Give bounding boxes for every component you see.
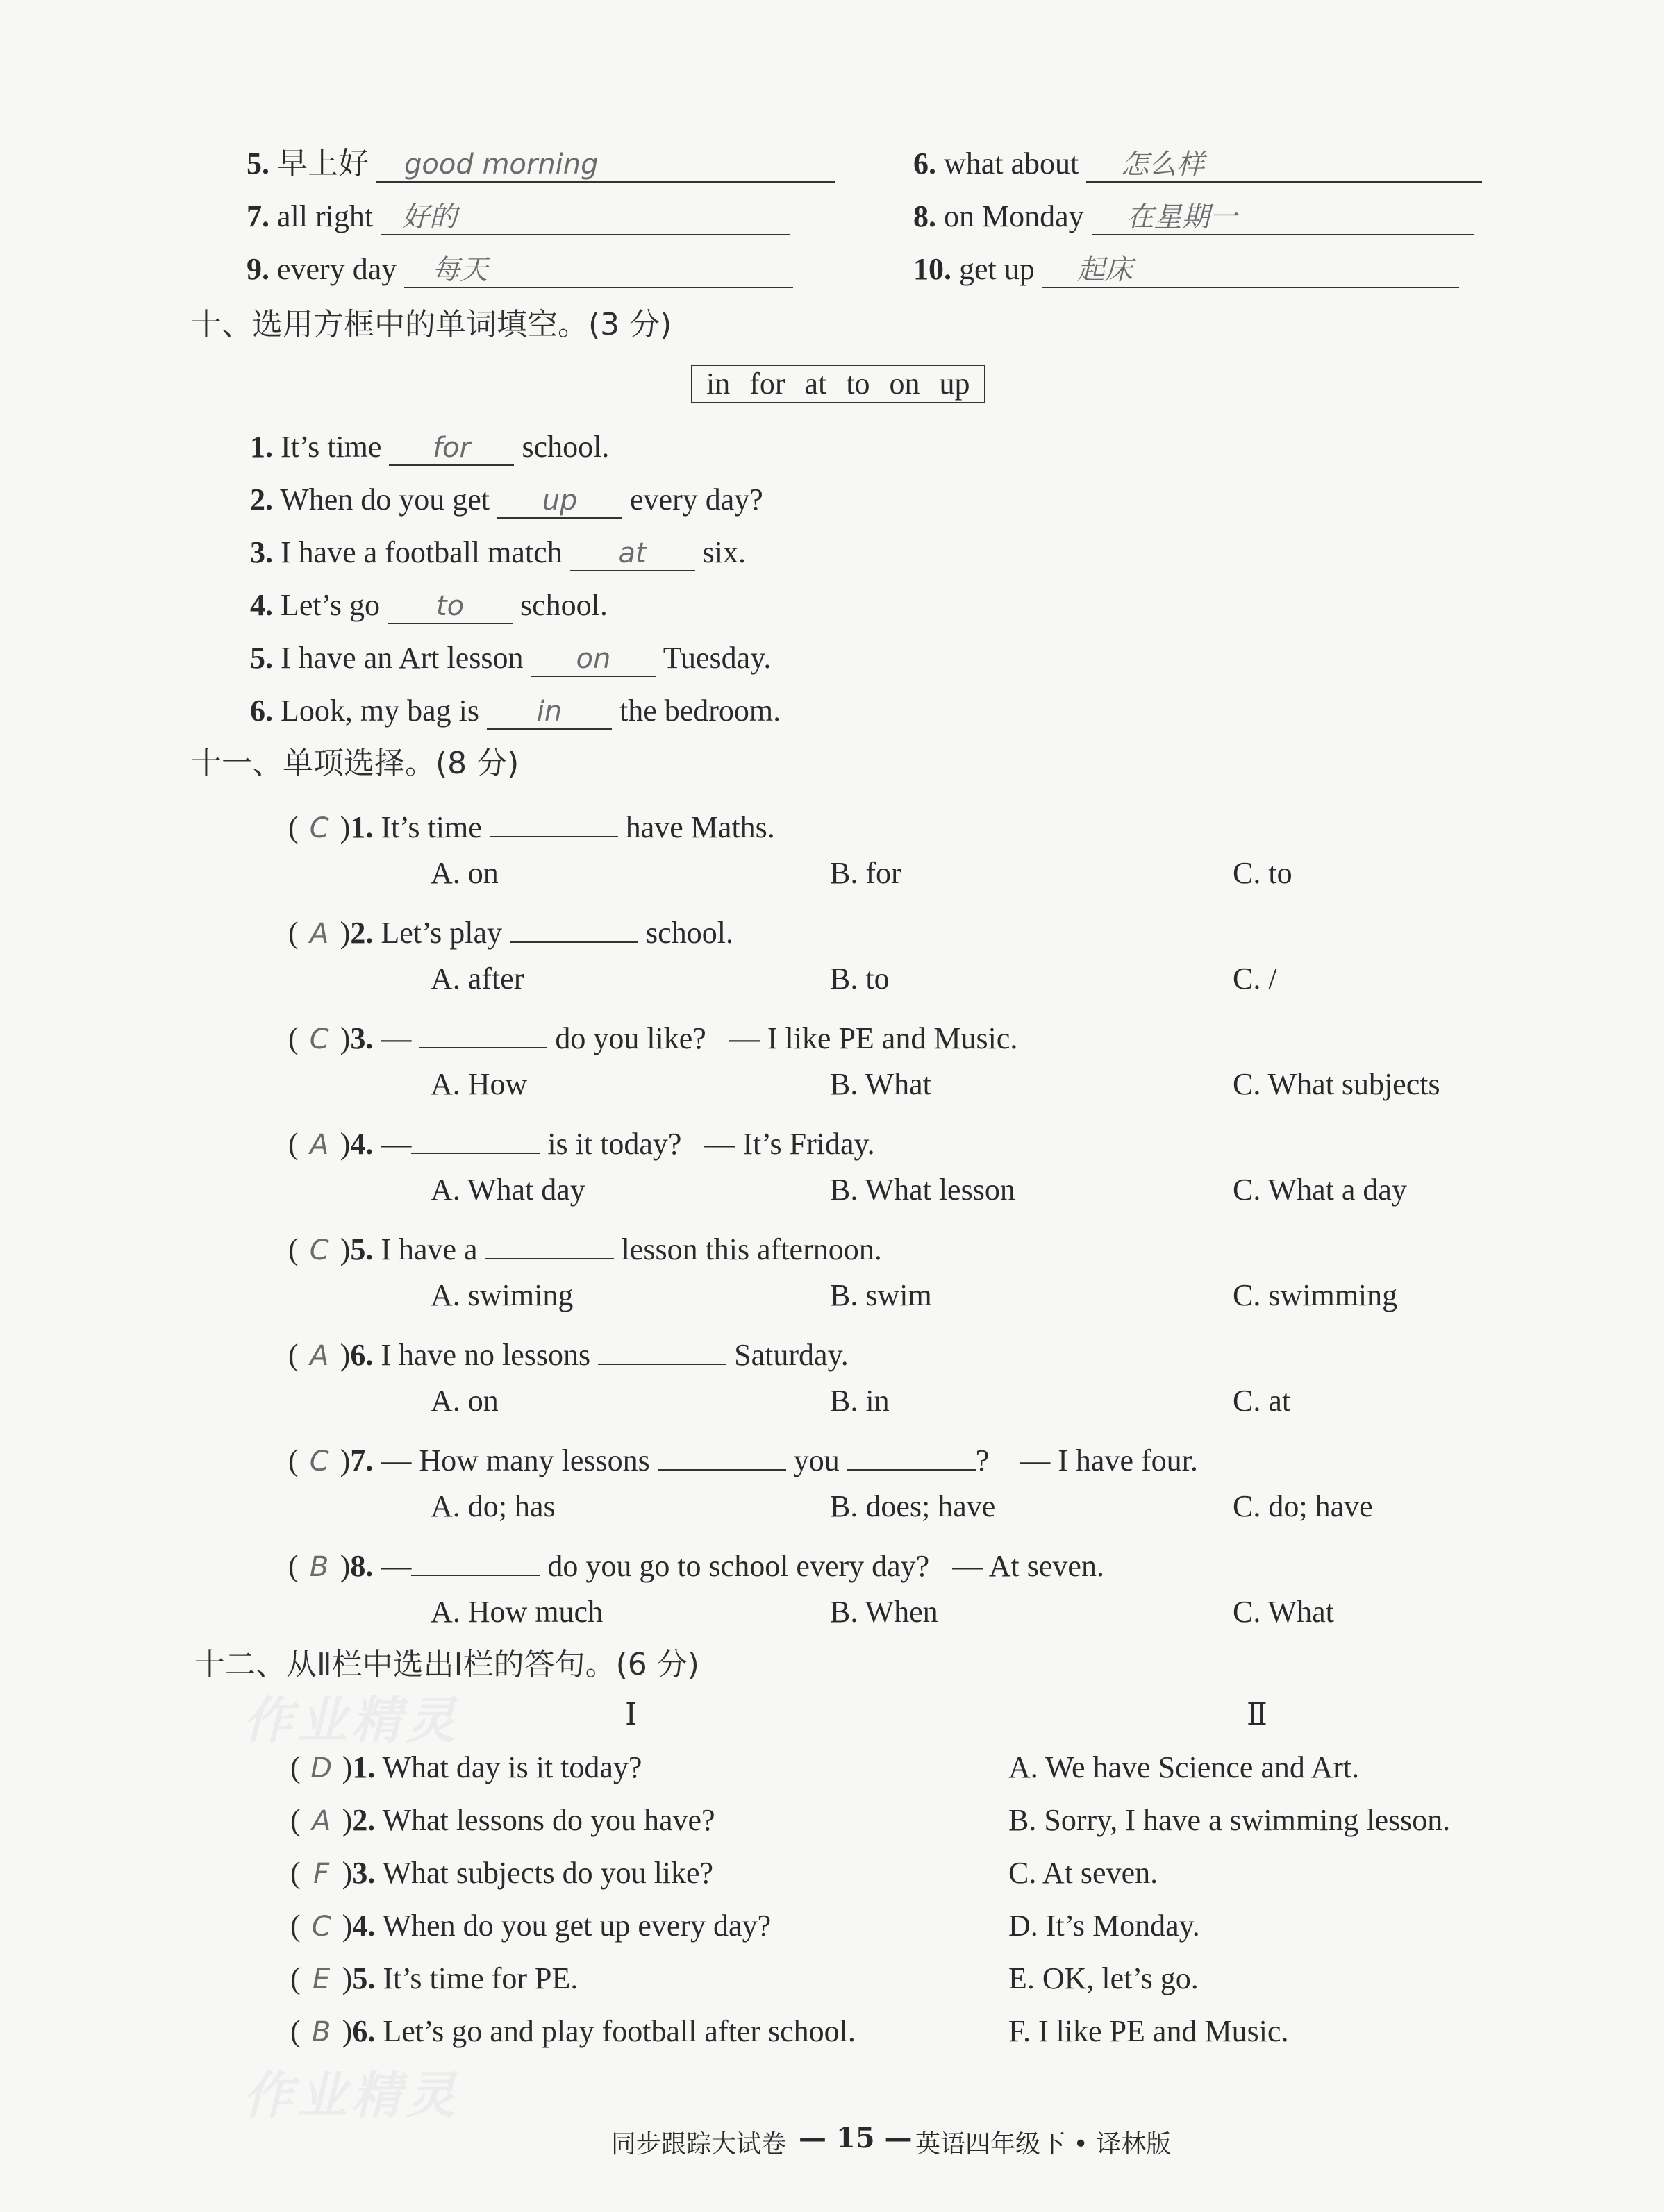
question-text: —	[381, 1127, 412, 1161]
item-number: 5.	[250, 641, 273, 675]
mc-option-a: A. How much	[431, 1595, 604, 1629]
item-text: six.	[702, 535, 746, 569]
item-number: 9.	[247, 252, 269, 286]
section-10-title: 十、选用方框中的单词填空。(3 分)	[191, 307, 672, 342]
item-number: 10.	[913, 252, 951, 286]
question-blank	[411, 1540, 540, 1576]
answer-letter[interactable]: A	[309, 1129, 329, 1161]
mc-option-c: C. What	[1233, 1595, 1334, 1629]
answer-blank[interactable]	[381, 199, 790, 235]
match-left-2: ( A )2. What lessons do you have?	[290, 1801, 715, 1841]
handwritten-answer: at	[618, 537, 647, 569]
section-12-title: 十二、从Ⅱ栏中选出Ⅰ栏的答句。(6 分)	[194, 1647, 699, 1682]
match-right-f: F. I like PE and Music.	[1008, 2014, 1289, 2048]
column-1-header: Ⅰ	[625, 1698, 638, 1732]
question-text: do you like?	[555, 1021, 706, 1055]
answer-letter[interactable]: C	[309, 812, 329, 844]
mc-option-b: B. in	[830, 1384, 890, 1418]
watermark: 作业精灵	[243, 1691, 460, 1750]
item-text: school.	[522, 430, 610, 464]
page-number: — 15 —	[799, 2122, 913, 2154]
answer-letter[interactable]: C	[309, 1234, 329, 1266]
question-text: do you go to school every day?	[547, 1549, 930, 1583]
handwritten-answer: 每天	[432, 254, 488, 286]
match-left-3: ( F )3. What subjects do you like?	[290, 1854, 713, 1893]
item-number: 5.	[247, 146, 269, 181]
handwritten-answer: on	[576, 643, 611, 675]
item-number: 6.	[350, 1338, 374, 1372]
item-text: I have a football match	[281, 535, 563, 569]
word-box-item: on	[889, 367, 920, 401]
handwritten-answer: 好的	[401, 201, 458, 233]
top-item-5	[247, 144, 835, 183]
item-text: When do you get	[280, 483, 490, 517]
question-text: Saturday.	[734, 1338, 849, 1372]
word-box-item: for	[749, 367, 785, 401]
answer-blank[interactable]	[1086, 146, 1482, 183]
mc-option-c: C. /	[1233, 962, 1277, 996]
question-blank	[485, 1223, 614, 1259]
handwritten-answer: good morning	[404, 149, 599, 181]
section-11-title: 十一、单项选择。(8 分)	[191, 746, 519, 781]
match-right-c: C. At seven.	[1008, 1856, 1158, 1890]
answer-letter[interactable]: C	[309, 1446, 329, 1477]
item-number: 7.	[247, 199, 269, 233]
question-text: I have a	[381, 1232, 478, 1266]
question-text: ? — I have four.	[975, 1443, 1198, 1477]
answer-letter[interactable]: B	[309, 1551, 329, 1583]
handwritten-answer: in	[536, 696, 563, 728]
mc-question-1: ( C )1. It’s time have Maths.	[288, 801, 775, 848]
answer-blank[interactable]	[1092, 199, 1474, 235]
item-text: I have an Art lesson	[281, 641, 524, 675]
question-text: is it today?	[547, 1127, 682, 1161]
item-number: 8.	[350, 1549, 374, 1583]
answer-blank[interactable]	[388, 588, 513, 624]
word-box-item: to	[846, 367, 870, 401]
match-right-e: E. OK, let’s go.	[1008, 1961, 1199, 1995]
mc-option-c: C. do; have	[1233, 1489, 1373, 1523]
top-item-8	[913, 197, 1474, 236]
question-blank	[510, 907, 638, 943]
item-number: 2.	[350, 916, 374, 950]
mc-option-b: B. swim	[830, 1278, 932, 1312]
mc-option-b: B. to	[830, 962, 890, 996]
top-item-7	[247, 197, 790, 236]
answer-blank[interactable]	[497, 483, 622, 519]
question-text: What day is it today?	[382, 1750, 642, 1784]
item-number: 6.	[250, 694, 273, 728]
mc-option-b: B. for	[830, 856, 901, 890]
item-number: 7.	[350, 1443, 374, 1477]
answer-blank[interactable]	[570, 535, 695, 571]
footer-book-title: 同步跟踪大试卷	[611, 2130, 787, 2159]
mc-option-c: C. to	[1233, 856, 1292, 890]
mc-option-b: B. What lesson	[830, 1173, 1015, 1207]
answer-letter[interactable]: E	[313, 1963, 331, 1995]
mc-option-c: C. What a day	[1233, 1173, 1407, 1207]
question-text: What subjects do you like?	[382, 1856, 714, 1890]
answer-blank[interactable]	[389, 430, 514, 466]
word-box-item: at	[804, 367, 827, 401]
item-text: Let’s go	[281, 588, 380, 622]
match-left-1: ( D )1. What day is it today?	[290, 1748, 642, 1788]
fill-item-2	[250, 480, 763, 519]
mc-option-b: B. When	[830, 1595, 938, 1629]
item-prompt: all right	[277, 199, 374, 233]
question-blank	[419, 1012, 547, 1048]
mc-option-a: A. on	[431, 856, 499, 890]
item-prompt: on Monday	[944, 199, 1084, 233]
fill-item-1	[250, 428, 609, 467]
mc-option-a: A. after	[431, 962, 524, 996]
item-number: 3.	[250, 535, 273, 569]
mc-option-c: C. swimming	[1233, 1278, 1398, 1312]
question-blank	[490, 801, 618, 837]
question-blank	[847, 1434, 976, 1471]
mc-question-2: ( A )2. Let’s play school.	[288, 907, 733, 953]
item-number: 5.	[352, 1961, 376, 1995]
question-text: —	[381, 1021, 412, 1055]
question-blank	[658, 1434, 786, 1471]
fill-item-6	[250, 692, 781, 730]
item-number: 2.	[250, 483, 273, 517]
mc-option-c: C. What subjects	[1233, 1067, 1440, 1101]
question-text: Let’s go and play football after school.	[383, 2014, 856, 2048]
mc-option-a: A. swiming	[431, 1278, 574, 1312]
item-number: 6.	[352, 2014, 376, 2048]
mc-option-b: B. What	[830, 1067, 931, 1101]
question-text: have Maths.	[625, 810, 775, 844]
footer-subject: 英语四年级下 • 译林版	[915, 2130, 1172, 2159]
answer-blank[interactable]	[376, 146, 835, 183]
match-left-6: ( B )6. Let’s go and play football after school.	[290, 2012, 856, 2052]
question-text: I have no lessons	[381, 1338, 591, 1372]
item-number: 3.	[352, 1856, 376, 1890]
top-item-9	[247, 250, 793, 289]
fill-item-3	[250, 533, 746, 572]
item-number: 4.	[352, 1909, 376, 1943]
handwritten-answer: to	[435, 590, 465, 622]
question-text: — How many lessons	[381, 1443, 650, 1477]
mc-question-8: ( B )8. — do you go to school every day? — At seven.	[288, 1540, 1104, 1586]
item-prompt: 早上好	[277, 146, 369, 181]
top-item-6	[913, 144, 1482, 183]
match-left-5: ( E )5. It’s time for PE.	[290, 1959, 578, 1999]
fill-item-5	[250, 639, 771, 678]
question-text: It’s time	[381, 810, 482, 844]
question-text: you	[793, 1443, 840, 1477]
top-item-10	[913, 250, 1459, 289]
item-text: every day?	[630, 483, 763, 517]
answer-letter[interactable]: A	[309, 918, 329, 950]
fill-item-4	[250, 586, 608, 625]
question-text: Let’s play	[381, 916, 503, 950]
answer-letter[interactable]: A	[311, 1805, 331, 1837]
question-blank	[598, 1329, 726, 1365]
question-text: What lessons do you have?	[382, 1803, 715, 1837]
word-box-item: up	[939, 367, 970, 401]
handwritten-answer: 起床	[1076, 254, 1133, 286]
question-text: school.	[646, 916, 733, 950]
match-left-4: ( C )4. When do you get up every day?	[290, 1907, 771, 1946]
mc-option-a: A. on	[431, 1384, 499, 1418]
item-number: 8.	[913, 199, 936, 233]
answer-blank[interactable]	[487, 694, 612, 730]
answer-letter[interactable]: B	[311, 2016, 331, 2048]
answer-letter[interactable]: D	[310, 1752, 333, 1784]
mc-question-6: ( A )6. I have no lessons Saturday.	[288, 1329, 849, 1375]
item-number: 1.	[250, 430, 273, 464]
item-number: 4.	[250, 588, 273, 622]
mc-option-b: B. does; have	[830, 1489, 996, 1523]
question-text: — It’s Friday.	[704, 1127, 875, 1161]
answer-blank[interactable]	[404, 252, 793, 288]
question-blank	[411, 1118, 540, 1154]
item-prompt: get up	[959, 252, 1035, 286]
item-number: 1.	[352, 1750, 376, 1784]
item-prompt: what about	[944, 146, 1079, 181]
question-text: —	[381, 1549, 412, 1583]
mc-question-4: ( A )4. — is it today? — It’s Friday.	[288, 1118, 875, 1164]
item-number: 2.	[352, 1803, 376, 1837]
mc-question-5: ( C )5. I have a lesson this afternoon.	[288, 1223, 882, 1270]
item-number: 5.	[350, 1232, 374, 1266]
watermark: 作业精灵	[243, 2066, 460, 2125]
mc-option-a: A. do; has	[431, 1489, 556, 1523]
question-text: — At seven.	[952, 1549, 1104, 1583]
item-text: Look, my bag is	[281, 694, 479, 728]
handwritten-answer: 在星期一	[1126, 201, 1238, 233]
mc-option-a: A. What day	[431, 1173, 585, 1207]
answer-letter[interactable]: A	[309, 1340, 329, 1372]
answer-letter[interactable]: C	[311, 1911, 331, 1943]
mc-option-c: C. at	[1233, 1384, 1291, 1418]
item-text: Tuesday.	[663, 641, 772, 675]
item-number: 3.	[350, 1021, 374, 1055]
item-text: the bedroom.	[619, 694, 781, 728]
question-text: It’s time for PE.	[383, 1961, 579, 1995]
question-text: lesson this afternoon.	[621, 1232, 882, 1266]
question-text: — I like PE and Music.	[729, 1021, 1018, 1055]
mc-option-a: A. How	[431, 1067, 528, 1101]
item-number: 4.	[350, 1127, 374, 1161]
question-text: When do you get up every day?	[382, 1909, 772, 1943]
answer-blank[interactable]	[531, 641, 656, 677]
handwritten-answer: up	[542, 485, 578, 517]
column-2-header: Ⅱ	[1247, 1698, 1267, 1732]
handwritten-answer: for	[432, 432, 471, 464]
handwritten-answer: 怎么样	[1121, 149, 1205, 181]
item-number: 6.	[913, 146, 936, 181]
word-box-item: in	[706, 367, 731, 401]
item-number: 1.	[350, 810, 374, 844]
answer-blank[interactable]	[1042, 252, 1459, 288]
answer-letter[interactable]: F	[313, 1858, 330, 1890]
item-prompt: every day	[277, 252, 397, 286]
match-right-b: B. Sorry, I have a swimming lesson.	[1008, 1803, 1451, 1837]
match-right-d: D. It’s Monday.	[1008, 1909, 1200, 1943]
mc-question-7: ( C )7. — How many lessons you ? — I have four.	[288, 1434, 1198, 1481]
mc-question-3: ( C )3. — do you like? — I like PE and Music.	[288, 1012, 1017, 1059]
match-right-a: A. We have Science and Art.	[1008, 1750, 1360, 1784]
answer-letter[interactable]: C	[309, 1023, 329, 1055]
word-box	[691, 365, 985, 403]
item-text: It’s time	[281, 430, 382, 464]
item-text: school.	[519, 588, 608, 622]
